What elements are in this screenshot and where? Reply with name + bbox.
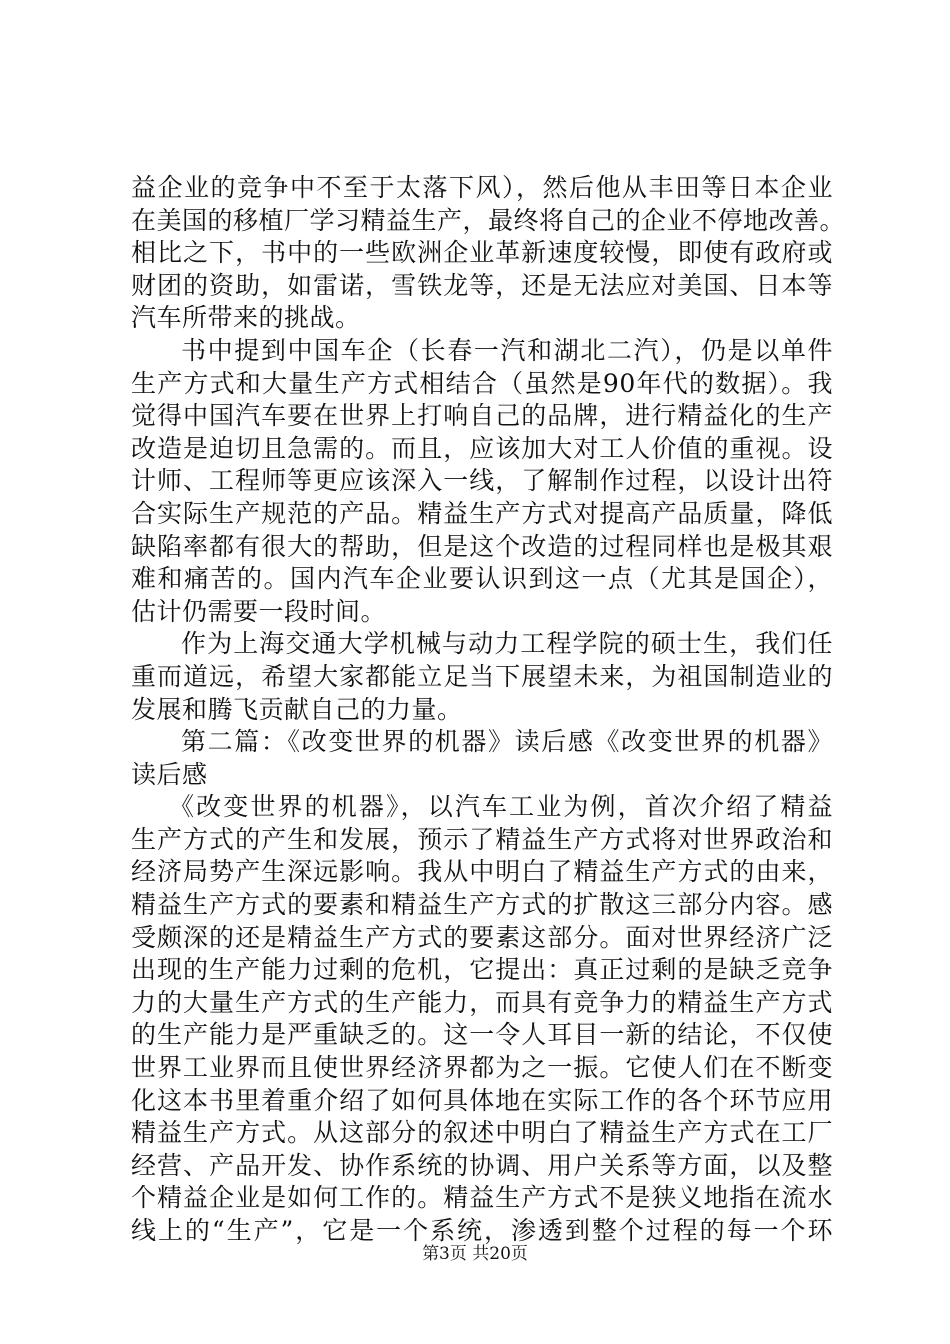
text-line: 精益生产方式。从这部分的叙述中明白了精益生产方式在工厂 [131,1118,833,1148]
text-line: 计师、工程师等更应该深入一线，了解制作过程，以设计出符 [131,466,833,496]
text-line: 生产方式和大量生产方式相结合（虽然是90年代的数据）。我 [131,368,833,398]
text-line: 财团的资助，如雷诺，雪铁龙等，还是无法应对美国、日本等 [131,270,833,300]
paragraph-start-line: 《改变世界的机器》，以汽车工业为例，首次介绍了精益 [169,792,833,822]
text-line: 估计仍需要一段时间。 [131,596,387,626]
paragraph-start-line: 作为上海交通大学机械与动力工程学院的硕士生，我们任 [181,629,833,659]
text-line: 相比之下，书中的一些欧洲企业革新速度较慢，即使有政府或 [131,238,833,268]
page-number-footer: 第3页 共20页 [422,1244,528,1264]
text-line: 汽车所带来的挑战。 [131,303,361,333]
text-line: 的生产能力是严重缺乏的。这一令人耳目一新的结论，不仅使 [131,1020,833,1050]
text-line: 生产方式的产生和发展，预示了精益生产方式将对世界政治和 [131,824,833,854]
section-heading-line: 读后感 [131,759,208,789]
text-line: 个精益企业是如何工作的。精益生产方式不是狭义地指在流水 [131,1183,833,1213]
document-body [131,172,846,1248]
section-heading-line: 第二篇：《改变世界的机器》读后感《改变世界的机器》 [181,727,833,757]
text-line: 经营、产品开发、协作系统的协调、用户关系等方面，以及整 [131,1150,833,1180]
paragraph-start-line: 书中提到中国车企（长春一汽和湖北二汽），仍是以单件 [181,335,833,365]
text-line: 发展和腾飞贡献自己的力量。 [131,694,463,724]
text-line: 觉得中国汽车要在世界上打响自己的品牌，进行精益化的生产 [131,401,833,431]
text-line: 合实际生产规范的产品。精益生产方式对提高产品质量，降低 [131,498,833,528]
text-line: 受颇深的还是精益生产方式的要素这部分。面对世界经济广泛 [131,922,833,952]
text-line: 重而道远，希望大家都能立足当下展望未来，为祖国制造业的 [131,661,833,691]
text-line: 在美国的移植厂学习精益生产，最终将自己的企业不停地改善。 [131,205,846,235]
text-line: 化这本书里着重介绍了如何具体地在实际工作的各个环节应用 [131,1085,833,1115]
text-line: 难和痛苦的。国内汽车企业要认识到这一点（尤其是国企）， [131,564,833,594]
text-line: 改造是迫切且急需的。而且，应该加大对工人价值的重视。设 [131,433,833,463]
text-line: 益企业的竞争中不至于太落下风），然后他从丰田等日本企业 [131,173,833,202]
text-line: 世界工业界而且使世界经济界都为之一振。它使人们在不断变 [131,1053,833,1083]
text-line: 缺陷率都有很大的帮助，但是这个改造的过程同样也是极其艰 [131,531,833,561]
text-line: 线上的“生产”，它是一个系统，渗透到整个过程的每一个环 [131,1216,833,1245]
text-line: 经济局势产生深远影响。我从中明白了精益生产方式的由来， [131,857,833,887]
text-line: 精益生产方式的要素和精益生产方式的扩散这三部分内容。感 [131,890,833,920]
text-line: 力的大量生产方式的生产能力，而具有竞争力的精益生产方式 [131,987,833,1017]
text-line: 出现的生产能力过剩的危机，它提出：真正过剩的是缺乏竞争 [131,955,833,985]
